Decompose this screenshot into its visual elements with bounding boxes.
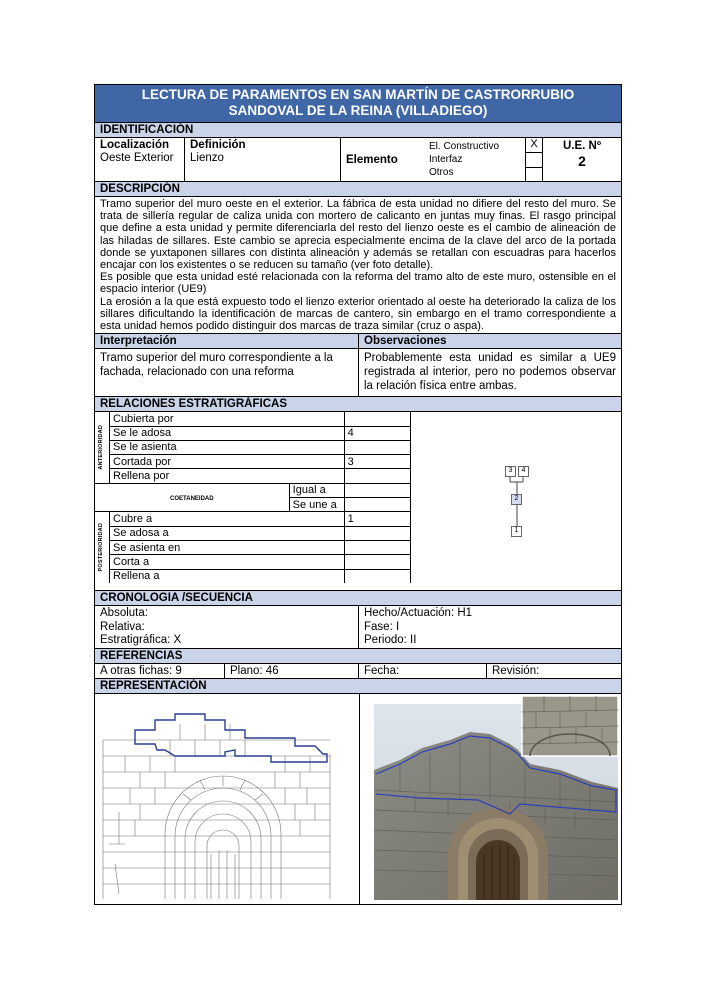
elevation-svg	[95, 694, 359, 904]
facade-photo	[360, 694, 622, 904]
identificacion-heading: IDENTIFICACIÓN	[95, 123, 621, 138]
rel-row	[95, 512, 411, 526]
ue-cell	[543, 138, 621, 181]
localizacion-label: Localización	[100, 139, 170, 151]
rel-row	[95, 555, 411, 569]
descripcion-p2: Es posible que esta unidad esté relacionada con la reforma del tramo alto de este muro, ostensible en el espacio interior (UE9)	[100, 271, 616, 296]
harris-node: 1	[511, 526, 522, 537]
cronologia-fase: Fase: I	[364, 620, 400, 633]
rel-label: Corta a	[110, 555, 345, 569]
interpretacion-heading: Interpretación	[95, 334, 359, 348]
rel-row	[95, 412, 411, 426]
elemento-label: Elemento	[346, 153, 398, 166]
record-sheet	[94, 84, 622, 905]
coetaneidad-label: COETANEIDAD	[170, 495, 214, 502]
option-interfaz: Interfaz	[429, 154, 463, 165]
rel-label: Se une a	[289, 498, 344, 512]
harris-node-current: 2	[511, 494, 522, 505]
interp-obs-headings	[95, 334, 621, 349]
relaciones-row	[95, 412, 621, 591]
elemento-options	[425, 138, 525, 181]
cronologia-row	[95, 606, 621, 649]
representacion-heading: REPRESENTACIÓN	[95, 679, 621, 694]
cronologia-left	[95, 606, 359, 648]
cronologia-estratigrafica: Estratigráfica: X	[100, 634, 182, 647]
referencias-heading: REFERENCIAS	[95, 649, 621, 664]
relaciones-table-wrap	[95, 412, 413, 590]
harris-node: 4	[518, 466, 529, 477]
rel-label: Se asienta en	[110, 540, 345, 554]
cronologia-periodo: Periodo: II	[364, 634, 417, 647]
referencias-fichas: A otras fichas: 9	[95, 664, 225, 678]
option-constructivo: El. Constructivo	[429, 141, 500, 152]
rel-label: Rellena por	[110, 469, 345, 483]
rel-label: Igual a	[289, 483, 344, 497]
rel-label: Se le adosa	[110, 426, 345, 440]
anterioridad-group	[95, 412, 110, 483]
interpretacion-text: Tramo superior del muro correspondiente a la fachada, relacionado con una reforma	[95, 349, 359, 396]
check-otros	[526, 168, 542, 181]
observaciones-heading: Observaciones	[364, 335, 447, 348]
rel-label: Se adosa a	[110, 526, 345, 540]
descripcion-text	[95, 197, 621, 334]
descripcion-p3: La erosión a la que está expuesto todo el lienzo exterior orientado al oeste ha deteriorado la caliza de los sillares dificultando la identificación de marcas de cantero, sin embargo en el tramo correspondiente a esta unidad hemos podido distinguir dos marcas de traza similar (cruz o aspa).	[100, 295, 616, 333]
rel-value	[344, 469, 410, 483]
rel-label: Se le asienta	[110, 440, 345, 454]
referencias-revision: Revisión:	[492, 665, 540, 678]
ue-label: U.E. Nº	[562, 140, 602, 152]
rel-label: Cubierta por	[110, 412, 345, 426]
rel-row	[95, 440, 411, 454]
identificacion-row	[95, 138, 621, 182]
relaciones-heading: RELACIONES ESTRATIGRÁFICAS	[95, 397, 621, 412]
rel-value	[344, 498, 410, 512]
posterioridad-label: POSTERIORIDAD	[98, 523, 104, 572]
title-line-2: SANDOVAL DE LA REINA (VILLADIEGO)	[228, 103, 488, 118]
descripcion-p1: Tramo superior del muro oeste en el exterior. La fábrica de esta unidad no difiere del resto del muro. Se trata de sillería regular de caliza unida con mortero de calicanto en juntas muy finas. El rasgo principal que define a esta unidad y permite diferenciarla del resto del lienzo oeste es el cambio de alineación de las hiladas de sillares. Este cambio se aprecia especialmente encima de la clave del arco de la portada donde se yuxtaponen sillares con distinta alineación y además se retallan con escuadras para hacerlos encajar con los existentes o se reducen su tamaño (ver foto detalle).	[100, 198, 616, 272]
rel-value: 4	[344, 426, 410, 440]
localizacion-cell	[95, 138, 185, 181]
cronologia-heading: CRONOLOGIA /SECUENCIA	[95, 591, 621, 606]
sheet-title	[95, 85, 621, 123]
harris-matrix	[413, 412, 621, 590]
rel-value	[344, 526, 410, 540]
title-line-1: LECTURA DE PARAMENTOS EN SAN MARTÍN DE CASTRORRUBIO	[141, 87, 575, 102]
rel-row	[95, 483, 411, 497]
cronologia-right	[359, 606, 621, 648]
definicion-value: Lienzo	[190, 152, 224, 164]
coetaneidad-group	[95, 483, 289, 512]
representacion-row	[95, 694, 621, 904]
rel-label: Rellena a	[110, 569, 345, 583]
rel-label: Cubre a	[110, 512, 345, 526]
relaciones-table	[95, 412, 411, 583]
rel-row	[95, 569, 411, 583]
elevation-drawing	[95, 694, 360, 904]
option-otros: Otros	[429, 167, 454, 178]
rel-value	[344, 440, 410, 454]
rel-row	[95, 455, 411, 469]
cronologia-relativa: Relativa:	[100, 620, 145, 633]
rel-row	[95, 540, 411, 554]
rel-value	[344, 483, 410, 497]
rel-value: 1	[344, 512, 410, 526]
referencias-row	[95, 664, 621, 679]
photo-area	[360, 694, 622, 904]
observaciones-text: Probablemente esta unidad es similar a UE9 registrada al interior, pero no podemos observar la relación física entre ambas.	[364, 352, 616, 393]
check-constructivo: X	[526, 138, 542, 153]
ue-value: 2	[578, 153, 586, 169]
referencias-fecha: Fecha:	[359, 664, 487, 678]
definicion-label: Definición	[190, 139, 246, 151]
cronologia-hecho: Hecho/Actuación: H1	[364, 607, 473, 620]
elemento-checkboxes	[525, 138, 543, 181]
cronologia-absoluta: Absoluta:	[100, 607, 148, 620]
interp-obs-body	[95, 349, 621, 397]
rel-value	[344, 412, 410, 426]
rel-value	[344, 555, 410, 569]
posterioridad-group	[95, 512, 110, 583]
localizacion-value: Oeste Exterior	[100, 152, 174, 164]
rel-label: Cortada por	[110, 455, 345, 469]
harris-node: 3	[505, 466, 516, 477]
rel-row	[95, 469, 411, 483]
rel-value: 3	[344, 455, 410, 469]
check-interfaz	[526, 153, 542, 168]
rel-row	[95, 526, 411, 540]
rel-value	[344, 569, 410, 583]
rel-row	[95, 426, 411, 440]
referencias-plano: Plano: 46	[225, 664, 359, 678]
descripcion-heading: DESCRIPCIÓN	[95, 182, 621, 197]
anterioridad-label: ANTERIORIDAD	[98, 425, 104, 470]
rel-value	[344, 540, 410, 554]
definicion-cell	[185, 138, 341, 181]
